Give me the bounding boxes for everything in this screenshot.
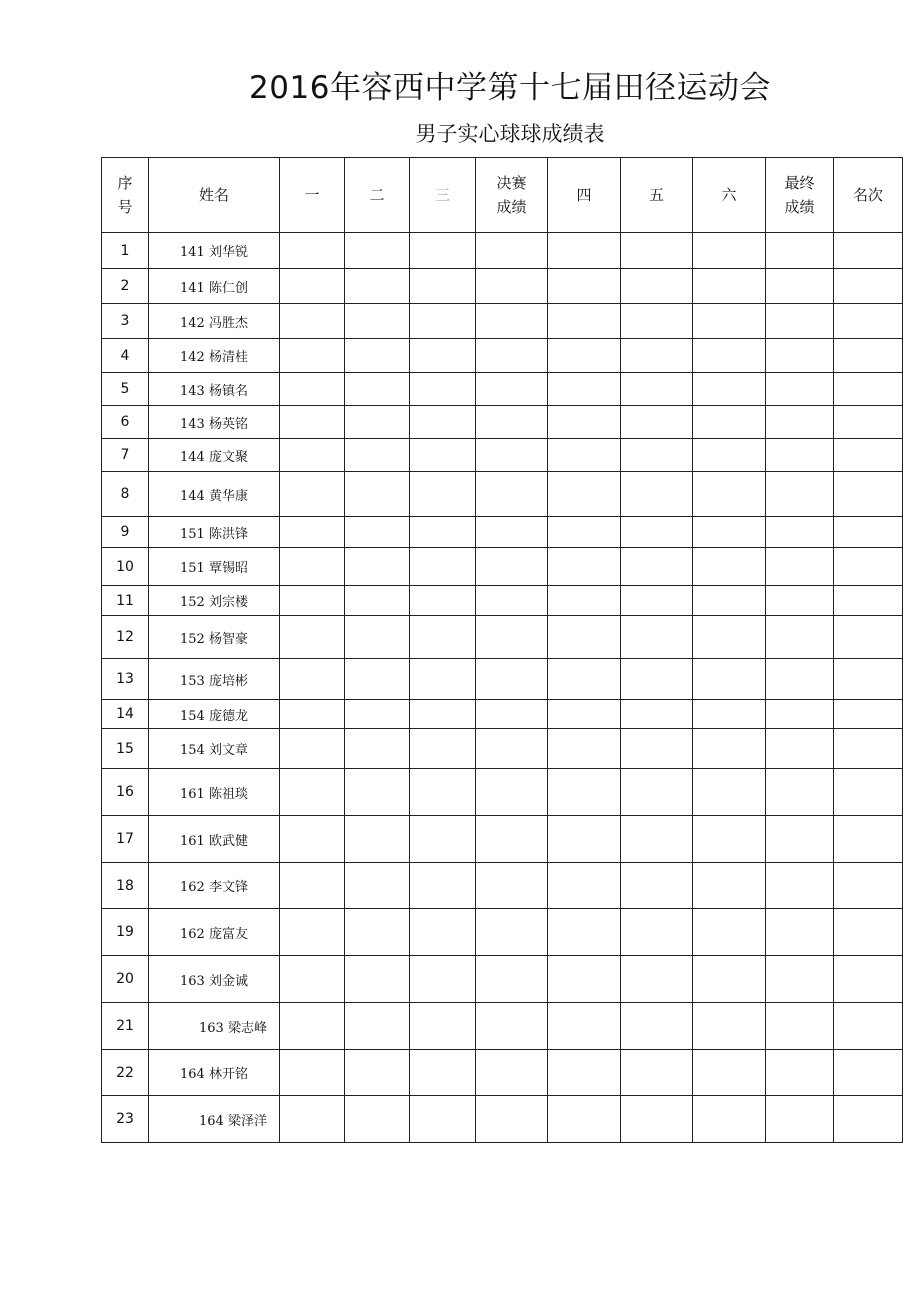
row-final-score-cell[interactable] bbox=[476, 659, 548, 700]
row-seq: 3 bbox=[102, 304, 149, 339]
row-best-score-cell[interactable] bbox=[766, 439, 834, 472]
row-round-2-cell[interactable] bbox=[345, 729, 410, 769]
row-round-2-cell[interactable] bbox=[345, 1096, 410, 1143]
row-round-1-cell[interactable] bbox=[280, 586, 345, 616]
row-name: 151 覃锡昭 bbox=[149, 548, 280, 586]
row-seq: 15 bbox=[102, 729, 149, 769]
row-round-1-cell[interactable] bbox=[280, 729, 345, 769]
row-round-6-cell[interactable] bbox=[693, 700, 766, 729]
row-rank-cell[interactable] bbox=[834, 439, 903, 472]
row-round-3-cell[interactable] bbox=[410, 1003, 476, 1050]
header-round-4: 四 bbox=[548, 158, 621, 233]
row-name: 142 杨清桂 bbox=[149, 339, 280, 373]
row-best-score-cell[interactable] bbox=[766, 700, 834, 729]
row-best-score-cell[interactable] bbox=[766, 472, 834, 517]
row-best-score-cell[interactable] bbox=[766, 956, 834, 1003]
row-final-score-cell[interactable] bbox=[476, 586, 548, 616]
row-round-5-cell[interactable] bbox=[621, 1003, 693, 1050]
row-round-1-cell[interactable] bbox=[280, 863, 345, 909]
row-round-1-cell[interactable] bbox=[280, 616, 345, 659]
row-round-4-cell[interactable] bbox=[548, 863, 621, 909]
row-rank-cell[interactable] bbox=[834, 304, 903, 339]
row-round-6-cell[interactable] bbox=[693, 304, 766, 339]
row-final-score-cell[interactable] bbox=[476, 909, 548, 956]
row-rank-cell[interactable] bbox=[834, 339, 903, 373]
row-round-6-cell[interactable] bbox=[693, 659, 766, 700]
row-best-score-cell[interactable] bbox=[766, 909, 834, 956]
row-round-4-cell[interactable] bbox=[548, 816, 621, 863]
table-row bbox=[102, 373, 903, 406]
row-name: 162 庞富友 bbox=[149, 909, 280, 956]
table-row bbox=[102, 304, 903, 339]
row-round-3-cell[interactable] bbox=[410, 304, 476, 339]
header-name: 姓名 bbox=[149, 158, 280, 233]
row-name: 161 陈祖琰 bbox=[149, 769, 280, 816]
row-seq: 13 bbox=[102, 659, 149, 700]
header-seq-line2: 号 bbox=[117, 198, 133, 216]
row-rank-cell[interactable] bbox=[834, 659, 903, 700]
row-name: 144 庞文聚 bbox=[149, 439, 280, 472]
row-round-5-cell[interactable] bbox=[621, 439, 693, 472]
row-round-5-cell[interactable] bbox=[621, 373, 693, 406]
page-title: 2016年容西中学第十七届田径运动会 bbox=[249, 70, 771, 106]
row-best-score-cell[interactable] bbox=[766, 339, 834, 373]
row-round-4-cell[interactable] bbox=[548, 659, 621, 700]
table-row bbox=[102, 909, 903, 956]
row-best-score-cell[interactable] bbox=[766, 659, 834, 700]
row-round-2-cell[interactable] bbox=[345, 373, 410, 406]
table-row bbox=[102, 233, 903, 269]
row-round-2-cell[interactable] bbox=[345, 339, 410, 373]
row-final-score-cell[interactable] bbox=[476, 616, 548, 659]
row-rank-cell[interactable] bbox=[834, 233, 903, 269]
row-round-2-cell[interactable] bbox=[345, 304, 410, 339]
row-round-3-cell[interactable] bbox=[410, 269, 476, 304]
row-round-2-cell[interactable] bbox=[345, 517, 410, 548]
row-round-6-cell[interactable] bbox=[693, 406, 766, 439]
table-row bbox=[102, 769, 903, 816]
row-round-3-cell[interactable] bbox=[410, 616, 476, 659]
row-round-6-cell[interactable] bbox=[693, 816, 766, 863]
header-seq-line1: 序 bbox=[117, 174, 133, 192]
row-round-4-cell[interactable] bbox=[548, 439, 621, 472]
row-round-2-cell[interactable] bbox=[345, 233, 410, 269]
table-row bbox=[102, 406, 903, 439]
row-round-4-cell[interactable] bbox=[548, 548, 621, 586]
table-row bbox=[102, 548, 903, 586]
row-round-5-cell[interactable] bbox=[621, 816, 693, 863]
row-round-5-cell[interactable] bbox=[621, 700, 693, 729]
row-round-1-cell[interactable] bbox=[280, 700, 345, 729]
row-round-6-cell[interactable] bbox=[693, 956, 766, 1003]
row-final-score-cell[interactable] bbox=[476, 1050, 548, 1096]
row-seq: 5 bbox=[102, 373, 149, 406]
row-round-4-cell[interactable] bbox=[548, 700, 621, 729]
row-round-6-cell[interactable] bbox=[693, 909, 766, 956]
row-rank-cell[interactable] bbox=[834, 1050, 903, 1096]
row-rank-cell[interactable] bbox=[834, 700, 903, 729]
row-round-4-cell[interactable] bbox=[548, 1003, 621, 1050]
row-name: 143 杨英铭 bbox=[149, 406, 280, 439]
row-best-score-cell[interactable] bbox=[766, 1003, 834, 1050]
row-round-4-cell[interactable] bbox=[548, 472, 621, 517]
row-seq: 12 bbox=[102, 616, 149, 659]
row-round-6-cell[interactable] bbox=[693, 1003, 766, 1050]
row-round-3-cell[interactable] bbox=[410, 373, 476, 406]
row-round-2-cell[interactable] bbox=[345, 1050, 410, 1096]
header-round-6: 六 bbox=[693, 158, 766, 233]
row-name: 152 刘宗楼 bbox=[149, 586, 280, 616]
row-seq: 18 bbox=[102, 863, 149, 909]
row-seq: 21 bbox=[102, 1003, 149, 1050]
row-round-6-cell[interactable] bbox=[693, 517, 766, 548]
row-name: 164 林开铭 bbox=[149, 1050, 280, 1096]
row-rank-cell[interactable] bbox=[834, 406, 903, 439]
row-seq: 10 bbox=[102, 548, 149, 586]
row-final-score-cell[interactable] bbox=[476, 233, 548, 269]
row-seq: 16 bbox=[102, 769, 149, 816]
row-round-1-cell[interactable] bbox=[280, 769, 345, 816]
row-best-score-cell[interactable] bbox=[766, 586, 834, 616]
row-best-score-cell[interactable] bbox=[766, 517, 834, 548]
header-final-line2: 成绩 bbox=[496, 198, 527, 216]
row-round-5-cell[interactable] bbox=[621, 1050, 693, 1096]
row-round-4-cell[interactable] bbox=[548, 517, 621, 548]
row-rank-cell[interactable] bbox=[834, 548, 903, 586]
table-row bbox=[102, 1050, 903, 1096]
row-round-3-cell[interactable] bbox=[410, 517, 476, 548]
row-round-2-cell[interactable] bbox=[345, 472, 410, 517]
score-table bbox=[101, 157, 903, 1143]
row-round-6-cell[interactable] bbox=[693, 616, 766, 659]
table-row bbox=[102, 1003, 903, 1050]
row-seq: 9 bbox=[102, 517, 149, 548]
row-final-score-cell[interactable] bbox=[476, 816, 548, 863]
row-best-score-cell[interactable] bbox=[766, 373, 834, 406]
row-round-1-cell[interactable] bbox=[280, 304, 345, 339]
row-final-score-cell[interactable] bbox=[476, 956, 548, 1003]
row-round-6-cell[interactable] bbox=[693, 373, 766, 406]
row-best-score-cell[interactable] bbox=[766, 863, 834, 909]
row-rank-cell[interactable] bbox=[834, 586, 903, 616]
row-round-1-cell[interactable] bbox=[280, 472, 345, 517]
row-rank-cell[interactable] bbox=[834, 616, 903, 659]
row-rank-cell[interactable] bbox=[834, 729, 903, 769]
row-round-3-cell[interactable] bbox=[410, 909, 476, 956]
row-round-2-cell[interactable] bbox=[345, 909, 410, 956]
row-round-1-cell[interactable] bbox=[280, 269, 345, 304]
row-final-score-cell[interactable] bbox=[476, 373, 548, 406]
table-row bbox=[102, 729, 903, 769]
row-name: 151 陈洪锋 bbox=[149, 517, 280, 548]
row-rank-cell[interactable] bbox=[834, 956, 903, 1003]
row-round-5-cell[interactable] bbox=[621, 956, 693, 1003]
row-round-1-cell[interactable] bbox=[280, 517, 345, 548]
row-round-1-cell[interactable] bbox=[280, 1096, 345, 1143]
row-seq: 8 bbox=[102, 472, 149, 517]
row-round-6-cell[interactable] bbox=[693, 339, 766, 373]
row-best-score-cell[interactable] bbox=[766, 548, 834, 586]
row-round-6-cell[interactable] bbox=[693, 439, 766, 472]
row-round-2-cell[interactable] bbox=[345, 439, 410, 472]
row-rank-cell[interactable] bbox=[834, 1003, 903, 1050]
row-round-1-cell[interactable] bbox=[280, 406, 345, 439]
header-round-2: 二 bbox=[345, 158, 410, 233]
row-round-4-cell[interactable] bbox=[548, 956, 621, 1003]
row-round-3-cell[interactable] bbox=[410, 586, 476, 616]
row-round-6-cell[interactable] bbox=[693, 269, 766, 304]
row-rank-cell[interactable] bbox=[834, 472, 903, 517]
row-rank-cell[interactable] bbox=[834, 1096, 903, 1143]
row-round-2-cell[interactable] bbox=[345, 269, 410, 304]
row-final-score-cell[interactable] bbox=[476, 517, 548, 548]
table-row bbox=[102, 439, 903, 472]
row-round-6-cell[interactable] bbox=[693, 548, 766, 586]
row-best-score-cell[interactable] bbox=[766, 304, 834, 339]
row-name: 161 欧武健 bbox=[149, 816, 280, 863]
row-round-2-cell[interactable] bbox=[345, 700, 410, 729]
row-best-score-cell[interactable] bbox=[766, 1096, 834, 1143]
table-row bbox=[102, 269, 903, 304]
row-seq: 4 bbox=[102, 339, 149, 373]
table-row bbox=[102, 816, 903, 863]
row-seq: 17 bbox=[102, 816, 149, 863]
row-final-score-cell[interactable] bbox=[476, 700, 548, 729]
row-seq: 11 bbox=[102, 586, 149, 616]
row-round-3-cell[interactable] bbox=[410, 729, 476, 769]
row-round-3-cell[interactable] bbox=[410, 406, 476, 439]
row-round-1-cell[interactable] bbox=[280, 339, 345, 373]
header-best-line1: 最终 bbox=[784, 174, 815, 192]
header-seq bbox=[102, 158, 149, 233]
row-name: 164 梁泽洋 bbox=[149, 1096, 280, 1143]
row-round-6-cell[interactable] bbox=[693, 472, 766, 517]
header-final bbox=[476, 158, 548, 233]
row-round-6-cell[interactable] bbox=[693, 863, 766, 909]
row-final-score-cell[interactable] bbox=[476, 548, 548, 586]
table-row bbox=[102, 517, 903, 548]
row-round-4-cell[interactable] bbox=[548, 233, 621, 269]
row-seq: 19 bbox=[102, 909, 149, 956]
row-round-3-cell[interactable] bbox=[410, 816, 476, 863]
row-final-score-cell[interactable] bbox=[476, 269, 548, 304]
row-round-2-cell[interactable] bbox=[345, 586, 410, 616]
row-final-score-cell[interactable] bbox=[476, 769, 548, 816]
row-best-score-cell[interactable] bbox=[766, 233, 834, 269]
row-round-1-cell[interactable] bbox=[280, 439, 345, 472]
table-row bbox=[102, 1096, 903, 1143]
row-round-1-cell[interactable] bbox=[280, 816, 345, 863]
row-round-1-cell[interactable] bbox=[280, 659, 345, 700]
row-round-1-cell[interactable] bbox=[280, 233, 345, 269]
row-round-3-cell[interactable] bbox=[410, 1050, 476, 1096]
row-seq: 1 bbox=[102, 233, 149, 269]
row-round-4-cell[interactable] bbox=[548, 909, 621, 956]
row-rank-cell[interactable] bbox=[834, 863, 903, 909]
table-row bbox=[102, 700, 903, 729]
row-final-score-cell[interactable] bbox=[476, 339, 548, 373]
row-round-4-cell[interactable] bbox=[548, 1050, 621, 1096]
row-round-5-cell[interactable] bbox=[621, 1096, 693, 1143]
row-round-1-cell[interactable] bbox=[280, 956, 345, 1003]
row-name: 154 刘文章 bbox=[149, 729, 280, 769]
row-round-3-cell[interactable] bbox=[410, 472, 476, 517]
row-round-4-cell[interactable] bbox=[548, 339, 621, 373]
row-round-4-cell[interactable] bbox=[548, 406, 621, 439]
row-round-5-cell[interactable] bbox=[621, 586, 693, 616]
row-round-5-cell[interactable] bbox=[621, 406, 693, 439]
row-name: 163 梁志峰 bbox=[149, 1003, 280, 1050]
row-round-5-cell[interactable] bbox=[621, 909, 693, 956]
row-round-2-cell[interactable] bbox=[345, 659, 410, 700]
row-final-score-cell[interactable] bbox=[476, 406, 548, 439]
header-round-1: 一 bbox=[280, 158, 345, 233]
row-round-4-cell[interactable] bbox=[548, 616, 621, 659]
row-rank-cell[interactable] bbox=[834, 517, 903, 548]
row-round-3-cell[interactable] bbox=[410, 339, 476, 373]
row-round-2-cell[interactable] bbox=[345, 548, 410, 586]
row-round-4-cell[interactable] bbox=[548, 729, 621, 769]
row-round-6-cell[interactable] bbox=[693, 1050, 766, 1096]
row-round-5-cell[interactable] bbox=[621, 729, 693, 769]
table-row bbox=[102, 339, 903, 373]
row-round-2-cell[interactable] bbox=[345, 616, 410, 659]
row-seq: 22 bbox=[102, 1050, 149, 1096]
row-round-4-cell[interactable] bbox=[548, 769, 621, 816]
table-row bbox=[102, 586, 903, 616]
row-round-3-cell[interactable] bbox=[410, 956, 476, 1003]
table-row bbox=[102, 472, 903, 517]
row-round-2-cell[interactable] bbox=[345, 956, 410, 1003]
header-round-5: 五 bbox=[621, 158, 693, 233]
row-seq: 2 bbox=[102, 269, 149, 304]
row-seq: 7 bbox=[102, 439, 149, 472]
row-round-6-cell[interactable] bbox=[693, 729, 766, 769]
row-best-score-cell[interactable] bbox=[766, 406, 834, 439]
row-final-score-cell[interactable] bbox=[476, 1003, 548, 1050]
row-round-5-cell[interactable] bbox=[621, 769, 693, 816]
row-round-5-cell[interactable] bbox=[621, 339, 693, 373]
row-best-score-cell[interactable] bbox=[766, 616, 834, 659]
row-rank-cell[interactable] bbox=[834, 769, 903, 816]
table-header-row bbox=[102, 158, 903, 233]
row-round-6-cell[interactable] bbox=[693, 1096, 766, 1143]
row-final-score-cell[interactable] bbox=[476, 729, 548, 769]
row-round-3-cell[interactable] bbox=[410, 233, 476, 269]
row-round-3-cell[interactable] bbox=[410, 769, 476, 816]
row-seq: 6 bbox=[102, 406, 149, 439]
row-seq: 23 bbox=[102, 1096, 149, 1143]
row-round-3-cell[interactable] bbox=[410, 700, 476, 729]
row-round-2-cell[interactable] bbox=[345, 406, 410, 439]
row-round-5-cell[interactable] bbox=[621, 517, 693, 548]
row-round-1-cell[interactable] bbox=[280, 909, 345, 956]
row-final-score-cell[interactable] bbox=[476, 304, 548, 339]
row-round-5-cell[interactable] bbox=[621, 659, 693, 700]
row-seq: 20 bbox=[102, 956, 149, 1003]
row-round-4-cell[interactable] bbox=[548, 373, 621, 406]
row-seq: 14 bbox=[102, 700, 149, 729]
row-round-2-cell[interactable] bbox=[345, 863, 410, 909]
row-round-1-cell[interactable] bbox=[280, 548, 345, 586]
row-round-1-cell[interactable] bbox=[280, 373, 345, 406]
header-round-3: 三 bbox=[410, 158, 476, 233]
row-final-score-cell[interactable] bbox=[476, 439, 548, 472]
table-row bbox=[102, 659, 903, 700]
row-round-5-cell[interactable] bbox=[621, 304, 693, 339]
row-round-5-cell[interactable] bbox=[621, 616, 693, 659]
row-final-score-cell[interactable] bbox=[476, 863, 548, 909]
row-name: 142 冯胜杰 bbox=[149, 304, 280, 339]
row-round-4-cell[interactable] bbox=[548, 586, 621, 616]
row-round-3-cell[interactable] bbox=[410, 439, 476, 472]
row-round-2-cell[interactable] bbox=[345, 1003, 410, 1050]
row-round-5-cell[interactable] bbox=[621, 269, 693, 304]
row-round-5-cell[interactable] bbox=[621, 548, 693, 586]
row-round-2-cell[interactable] bbox=[345, 816, 410, 863]
row-name: 162 李文锋 bbox=[149, 863, 280, 909]
row-rank-cell[interactable] bbox=[834, 816, 903, 863]
row-round-6-cell[interactable] bbox=[693, 233, 766, 269]
row-best-score-cell[interactable] bbox=[766, 816, 834, 863]
row-round-6-cell[interactable] bbox=[693, 769, 766, 816]
row-round-5-cell[interactable] bbox=[621, 472, 693, 517]
header-rank: 名次 bbox=[834, 158, 903, 233]
row-name: 152 杨智豪 bbox=[149, 616, 280, 659]
row-name: 163 刘金诚 bbox=[149, 956, 280, 1003]
row-round-3-cell[interactable] bbox=[410, 548, 476, 586]
row-name: 153 庞培彬 bbox=[149, 659, 280, 700]
header-best-line2: 成绩 bbox=[784, 198, 815, 216]
row-round-1-cell[interactable] bbox=[280, 1003, 345, 1050]
row-round-4-cell[interactable] bbox=[548, 269, 621, 304]
row-round-4-cell[interactable] bbox=[548, 1096, 621, 1143]
row-name: 141 陈仁创 bbox=[149, 269, 280, 304]
header-best bbox=[766, 158, 834, 233]
row-round-5-cell[interactable] bbox=[621, 863, 693, 909]
row-best-score-cell[interactable] bbox=[766, 729, 834, 769]
row-round-3-cell[interactable] bbox=[410, 1096, 476, 1143]
row-rank-cell[interactable] bbox=[834, 909, 903, 956]
row-round-1-cell[interactable] bbox=[280, 1050, 345, 1096]
row-best-score-cell[interactable] bbox=[766, 269, 834, 304]
row-name: 143 杨镇名 bbox=[149, 373, 280, 406]
row-rank-cell[interactable] bbox=[834, 269, 903, 304]
row-round-6-cell[interactable] bbox=[693, 586, 766, 616]
row-round-5-cell[interactable] bbox=[621, 233, 693, 269]
row-round-2-cell[interactable] bbox=[345, 769, 410, 816]
page-subtitle: 男子实心球球成绩表 bbox=[415, 122, 605, 146]
row-name: 154 庞德龙 bbox=[149, 700, 280, 729]
row-final-score-cell[interactable] bbox=[476, 472, 548, 517]
row-best-score-cell[interactable] bbox=[766, 769, 834, 816]
table-row bbox=[102, 863, 903, 909]
row-best-score-cell[interactable] bbox=[766, 1050, 834, 1096]
row-name: 144 黄华康 bbox=[149, 472, 280, 517]
table-row bbox=[102, 616, 903, 659]
row-final-score-cell[interactable] bbox=[476, 1096, 548, 1143]
row-round-4-cell[interactable] bbox=[548, 304, 621, 339]
row-rank-cell[interactable] bbox=[834, 373, 903, 406]
header-final-line1: 决赛 bbox=[496, 174, 527, 192]
table-row bbox=[102, 956, 903, 1003]
row-round-3-cell[interactable] bbox=[410, 659, 476, 700]
row-name: 141 刘华锐 bbox=[149, 233, 280, 269]
table-body bbox=[102, 233, 903, 1143]
row-round-3-cell[interactable] bbox=[410, 863, 476, 909]
